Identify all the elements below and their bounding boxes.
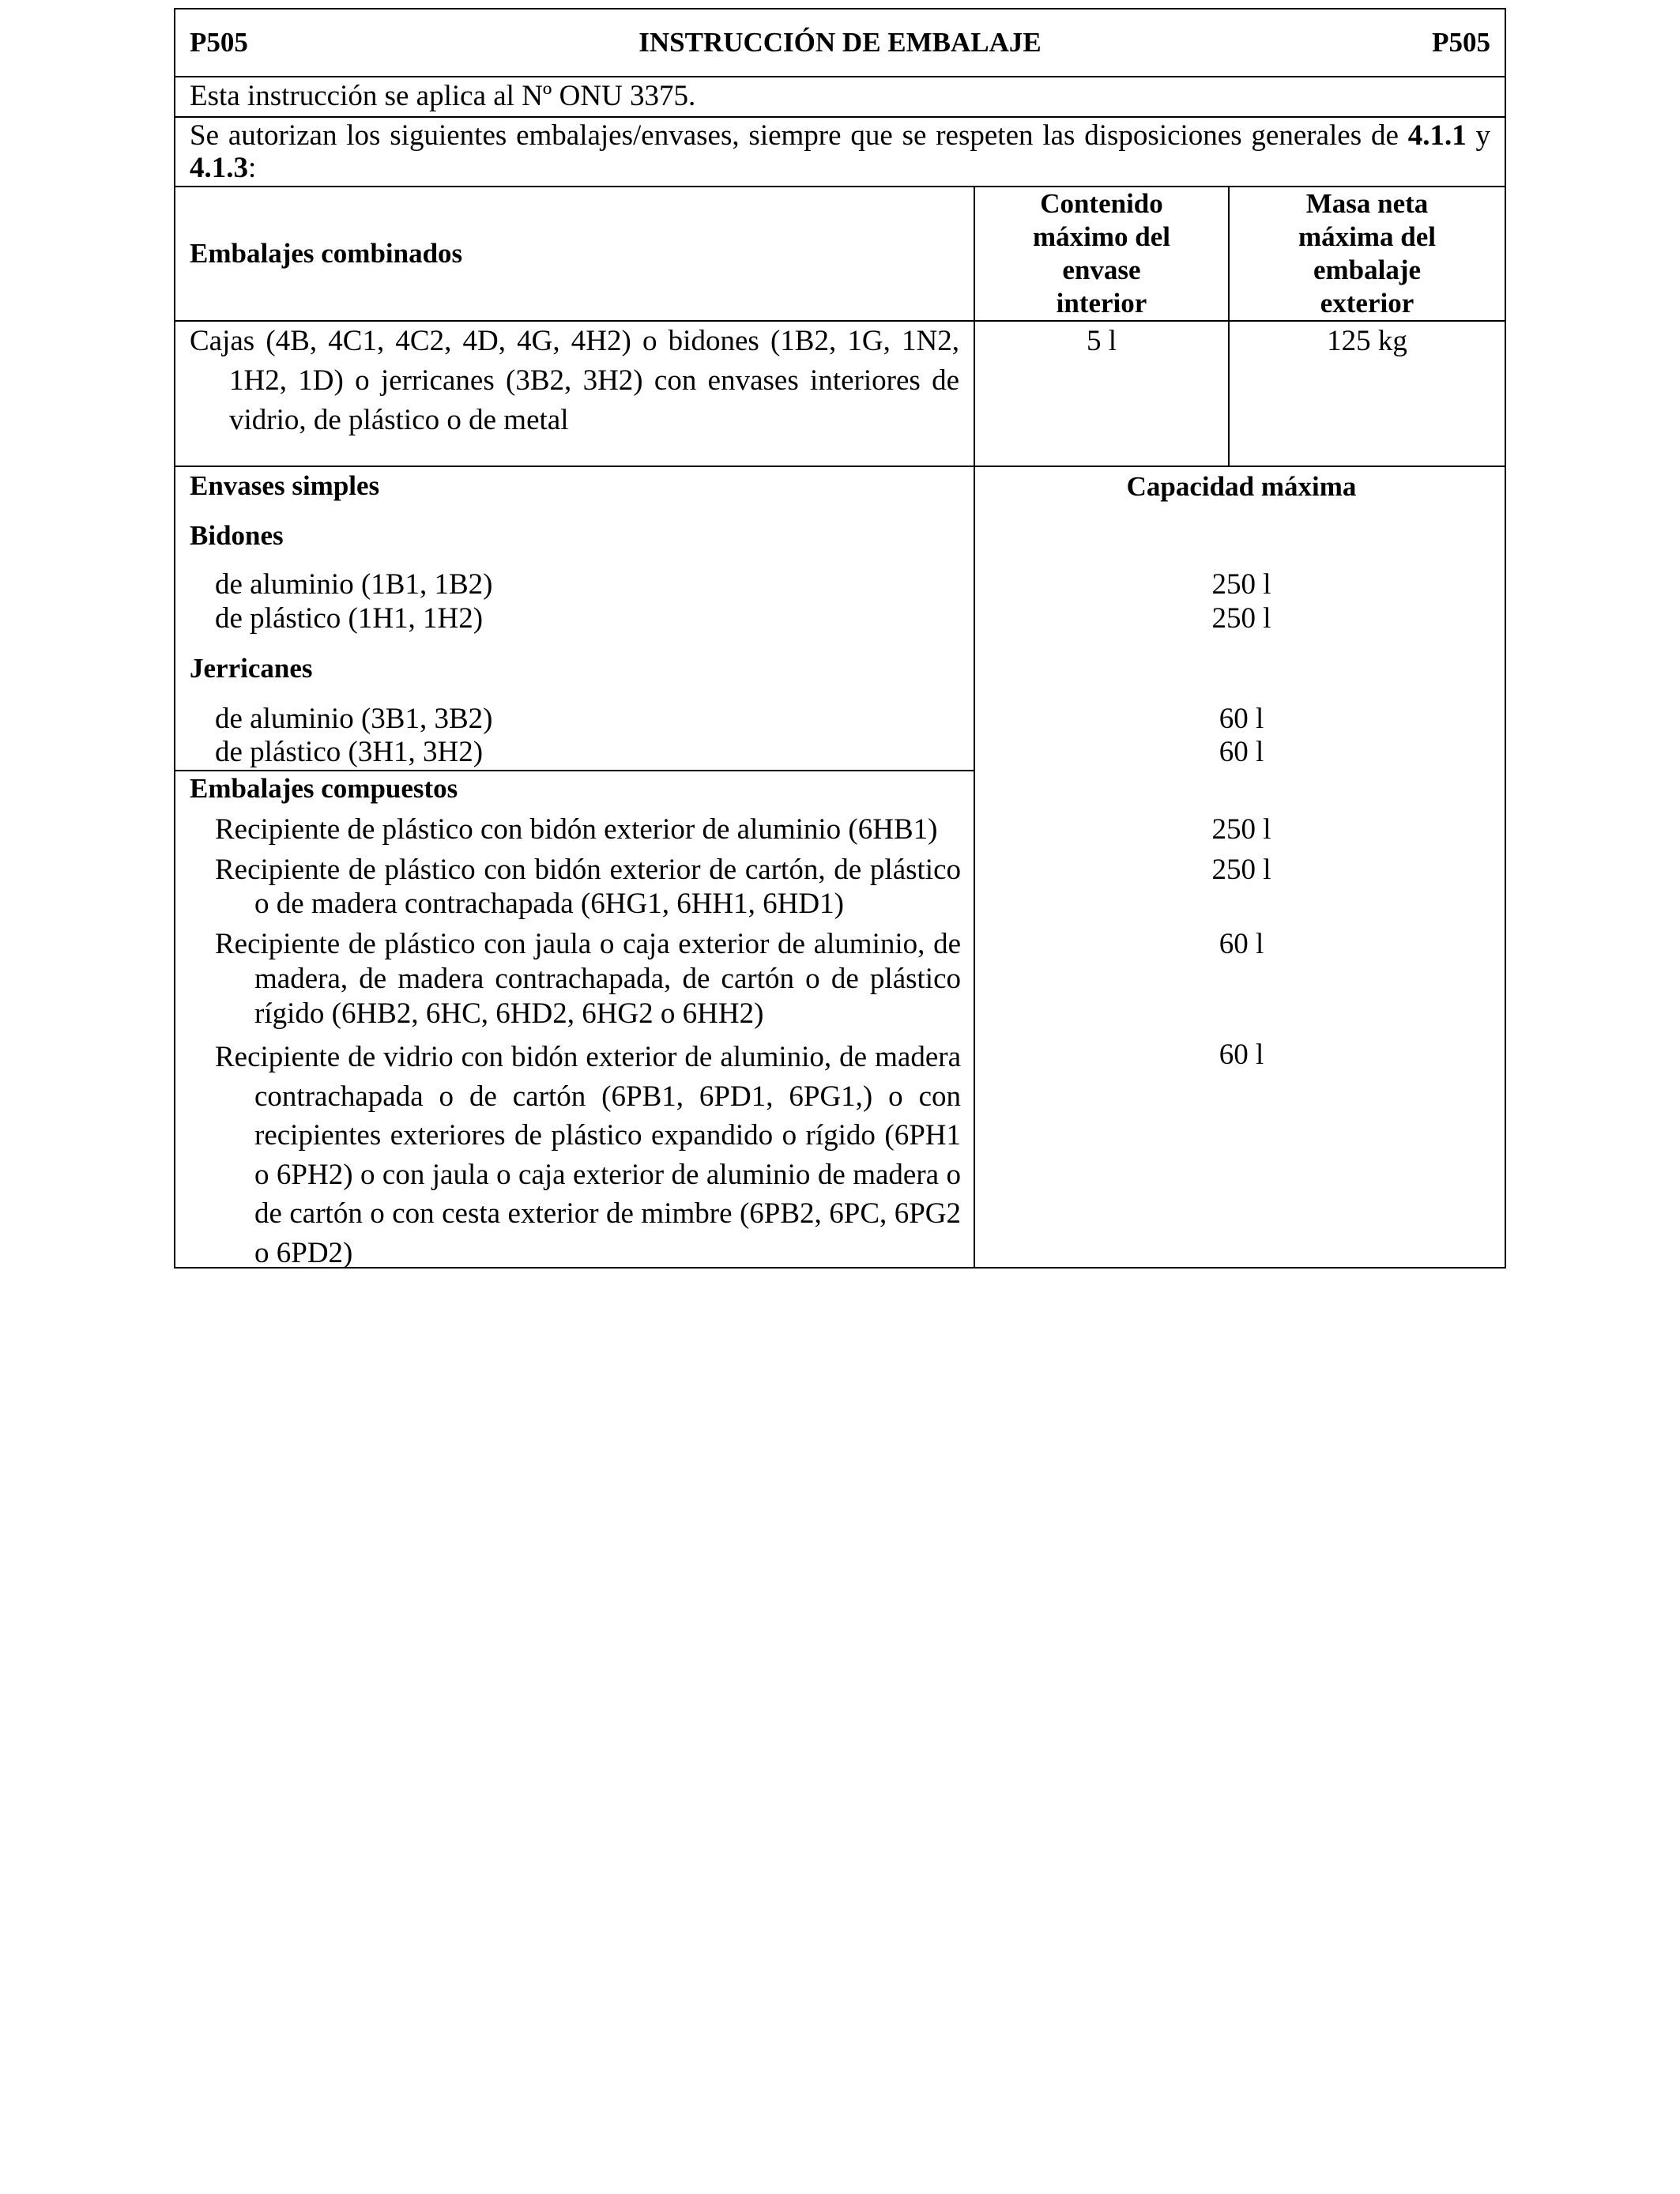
composite-item — [215, 927, 961, 1031]
intro-colon: : — [248, 152, 257, 184]
applies-row — [175, 77, 1505, 118]
net-mass-heading-line: Masa neta — [1305, 188, 1429, 219]
jerrican-plastic-label: de plástico (3H1, 3H2) — [215, 736, 484, 768]
composite-item-label: Recipiente de plástico con jaula o caja exterior de aluminio, de madera, de madera contrachapada, de cartón o de plástico rígido (6HB2, 6HC, 6HD2, 6HG2 o 6HH2) — [215, 928, 961, 1030]
page-title: INSTRUCCIÓN DE EMBALAJE — [638, 27, 1042, 58]
net-mass-heading-line: máxima del — [1298, 221, 1436, 252]
intro-ref-1: 4.1.1 — [1407, 119, 1467, 152]
applies-text: Esta instrucción se aplica al Nº ONU 3375. — [190, 80, 696, 112]
intro-ref-2: 4.1.3 — [190, 152, 248, 184]
instruction-code-left: P505 — [190, 27, 248, 58]
combined-packaging-text: Cajas (4B, 4C1, 4C2, 4D, 4G, 4H2) o bidones (1B2, 1G, 1N2, 1H2, 1D) o jerricanes (3B2, 3H2) con envases interiores de vidrio, de plástico o de metal — [190, 325, 959, 436]
composite-capacity: 60 l — [1219, 1039, 1264, 1071]
inner-content-value: 5 l — [975, 322, 1230, 466]
composite-item-label: Recipiente de plástico con bidón exterior de cartón, de plástico o de madera contrachapada (6HG1, 6HH1, 6HD1) — [215, 854, 961, 920]
net-mass-heading — [1230, 187, 1505, 320]
inner-content-heading-line: interior — [1056, 288, 1147, 319]
net-mass-heading-line: embalaje — [1313, 254, 1422, 285]
net-mass-value: 125 kg — [1327, 325, 1407, 357]
title-row — [175, 9, 1505, 77]
drum-plastic-label: de plástico (1H1, 1H2) — [215, 602, 484, 635]
composite-capacity: 250 l — [1211, 854, 1271, 886]
instruction-code-right: P505 — [1432, 27, 1490, 58]
packing-instruction-table — [174, 8, 1506, 1269]
intro-and: y — [1466, 119, 1491, 152]
composite-capacity: 250 l — [1211, 813, 1271, 846]
drum-aluminium-label: de aluminio (1B1, 1B2) — [215, 568, 493, 601]
jerrican-aluminium-label: de aluminio (3B1, 3B2) — [215, 703, 493, 735]
inner-content-heading-line: máximo del — [1032, 221, 1170, 252]
inner-content-heading-line: Contenido — [1040, 188, 1163, 219]
drum-aluminium-capacity: 250 l — [1211, 568, 1271, 601]
inner-content-heading-line: envase — [1062, 254, 1141, 285]
composite-item — [215, 1038, 961, 1272]
composite-item-label: Recipiente de plástico con bidón exterior de aluminio (6HB1) — [215, 813, 938, 846]
jerrican-aluminium-capacity: 60 l — [1219, 703, 1264, 735]
single-packagings-section — [175, 467, 1505, 1267]
composite-capacity: 60 l — [1219, 928, 1264, 960]
single-packagings-heading: Envases simples — [190, 470, 380, 501]
combined-header-row — [175, 187, 1505, 322]
intro-text: Se autorizan los siguientes embalajes/envases, siempre que se respeten las disposiciones generales de — [190, 119, 1408, 152]
composite-item — [215, 853, 961, 921]
intro-row — [175, 118, 1505, 187]
combined-packaging-cell — [175, 322, 975, 466]
composite-heading: Embalajes compuestos — [190, 773, 458, 804]
composite-item — [215, 812, 961, 846]
jerrican-plastic-capacity: 60 l — [1219, 736, 1264, 768]
drum-plastic-capacity: 250 l — [1211, 602, 1271, 635]
drums-heading: Bidones — [190, 520, 284, 551]
single-packagings-left — [175, 467, 975, 1267]
combined-packaging-row — [175, 322, 1505, 467]
combined-heading: Embalajes combinados — [175, 187, 975, 320]
jerricans-heading: Jerricanes — [190, 653, 313, 684]
composite-item-label: Recipiente de vidrio con bidón exterior de aluminio, de madera contrachapada o de cartón (6PB1, 6PD1, 6PG1,) o con recipientes exteriores de plástico expandido o rígido (6PH1 o 6PH2) o con jaula o caja exterior de aluminio de madera o de cartón o con cesta exterior de mimbre (6PB2, 6PC, 6PG2 o 6PD2) — [215, 1041, 961, 1269]
capacity-column — [975, 467, 1505, 1267]
inner-content-heading — [975, 187, 1230, 320]
capacity-heading: Capacidad máxima — [1126, 471, 1357, 502]
net-mass-heading-line: exterior — [1320, 288, 1414, 319]
